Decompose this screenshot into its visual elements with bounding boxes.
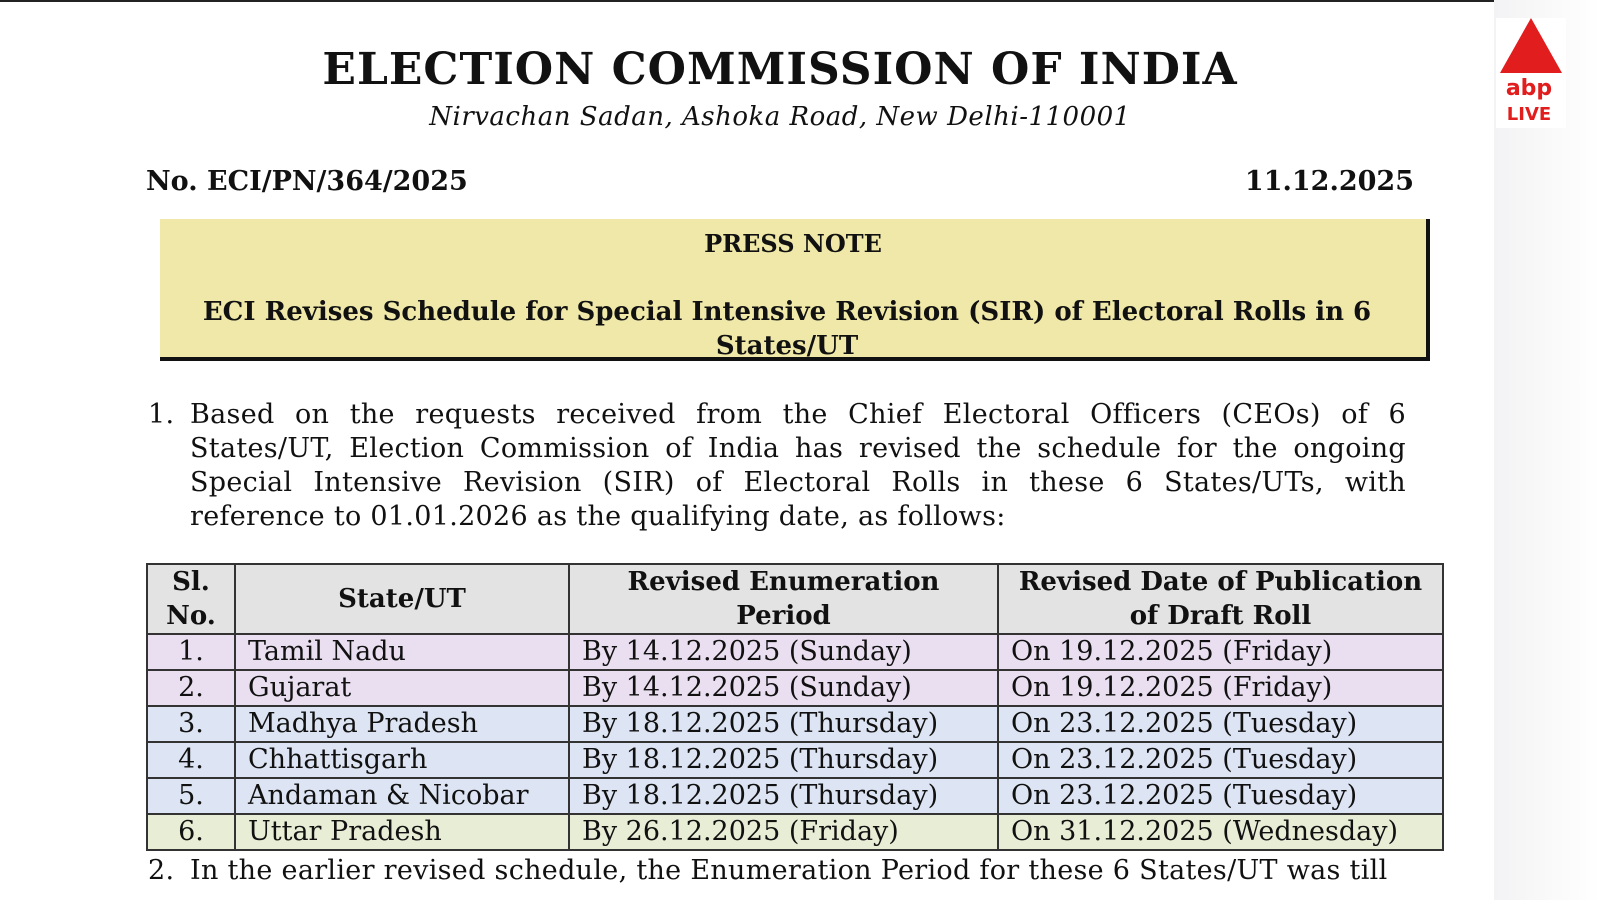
cell-enumeration: By 26.12.2025 (Friday) — [569, 814, 998, 850]
logo-live-text: LIVE — [1506, 104, 1552, 125]
cell-sl-no: 4. — [147, 742, 235, 778]
cell-publication: On 23.12.2025 (Tuesday) — [998, 778, 1443, 814]
schedule-table — [146, 563, 1444, 851]
table-row — [147, 742, 1443, 778]
cell-enumeration: By 14.12.2025 (Sunday) — [569, 670, 998, 706]
cell-enumeration: By 18.12.2025 (Thursday) — [569, 778, 998, 814]
paragraph-2 — [148, 854, 1406, 888]
press-note-subject: ECI Revises Schedule for Special Intensive Revision (SIR) of Electoral Rolls in 6 States/UT — [202, 297, 1372, 361]
cell-state: Andaman & Nicobar — [235, 778, 569, 814]
table-row — [147, 778, 1443, 814]
cell-publication: On 31.12.2025 (Wednesday) — [998, 814, 1443, 850]
cell-sl-no: 1. — [147, 634, 235, 670]
table-header-row — [147, 564, 1443, 634]
cell-publication: On 19.12.2025 (Friday) — [998, 670, 1443, 706]
blurred-sidebar — [1494, 0, 1600, 900]
cell-state: Tamil Nadu — [235, 634, 569, 670]
cell-enumeration: By 14.12.2025 (Sunday) — [569, 634, 998, 670]
header-sl-no: Sl. No. — [147, 564, 235, 634]
cell-sl-no: 2. — [147, 670, 235, 706]
header-state: State/UT — [235, 564, 569, 634]
cell-publication: On 19.12.2025 (Friday) — [998, 634, 1443, 670]
cell-enumeration: By 18.12.2025 (Thursday) — [569, 742, 998, 778]
paragraph-text: In the earlier revised schedule, the Enumeration Period for these 6 States/UT was till — [190, 855, 1388, 886]
paragraph-text: Based on the requests received from the Chief Electoral Officers (CEOs) of 6 States/UT, Election Commission of India has revised the schedule for the ongoing Special Intensive Revision (SIR) of Electoral Rolls in these 6 States/UTs, with reference to 01.01.2026 as the qualifying date, as follows: — [190, 399, 1406, 532]
reference-date: 11.12.2025 — [1244, 166, 1414, 197]
cell-state: Gujarat — [235, 670, 569, 706]
top-border-line — [0, 0, 1600, 2]
cell-publication: On 23.12.2025 (Tuesday) — [998, 706, 1443, 742]
paragraph-number: 2. — [148, 855, 175, 886]
logo-brand-text: abp — [1505, 76, 1553, 101]
cell-enumeration: By 18.12.2025 (Thursday) — [569, 706, 998, 742]
cell-publication: On 23.12.2025 (Tuesday) — [998, 742, 1443, 778]
table-row — [147, 634, 1443, 670]
table-row — [147, 670, 1443, 706]
reference-number: No. ECI/PN/364/2025 — [146, 166, 468, 197]
cell-sl-no: 3. — [147, 706, 235, 742]
press-note-heading: PRESS NOTE — [704, 229, 882, 258]
table-row — [147, 814, 1443, 850]
document-title: ELECTION COMMISSION OF INDIA — [322, 44, 1238, 95]
cell-state: Uttar Pradesh — [235, 814, 569, 850]
cell-sl-no: 5. — [147, 778, 235, 814]
cell-state: Chhattisgarh — [235, 742, 569, 778]
header-publication: Revised Date of Publication of Draft Roll — [998, 564, 1443, 634]
press-note-box — [160, 219, 1430, 361]
header-enumeration: Revised Enumeration Period — [569, 564, 998, 634]
cell-state: Madhya Pradesh — [235, 706, 569, 742]
table-row — [147, 706, 1443, 742]
cell-sl-no: 6. — [147, 814, 235, 850]
paragraph-number: 1. — [148, 399, 175, 430]
document-address: Nirvachan Sadan, Ashoka Road, New Delhi-110001 — [429, 102, 1131, 132]
paragraph-1 — [148, 398, 1406, 534]
